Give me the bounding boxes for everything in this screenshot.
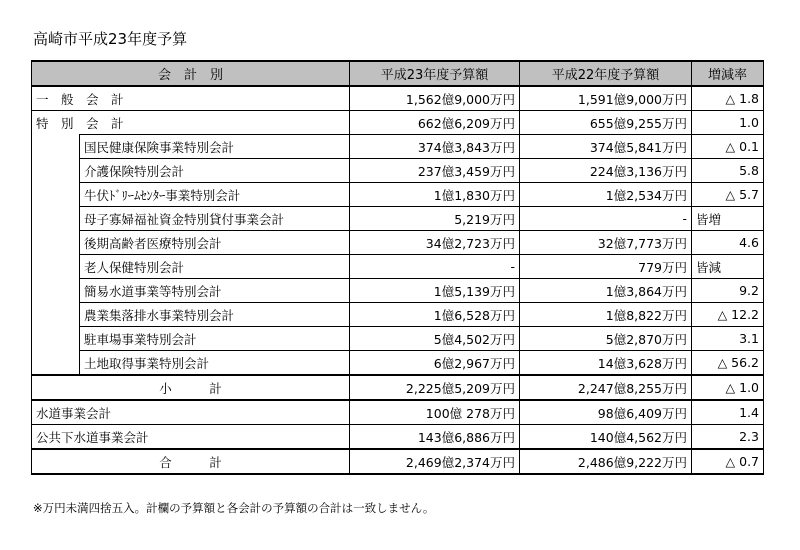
row-rate: 3.1: [692, 327, 764, 351]
row-rate: △ 1.8: [692, 86, 764, 111]
row-fy22: 2,486億9,222万円: [520, 449, 692, 474]
row-label: 後期高齢者医療特別会計: [80, 231, 350, 255]
row-rate: 皆増: [692, 207, 764, 231]
row-fy22: 98億6,409万円: [520, 400, 692, 425]
row-fy22: 5億2,870万円: [520, 327, 692, 351]
footnote: ※万円未満四捨五入。計欄の予算額と各会計の予算額の合計は一致しません。: [33, 501, 435, 515]
row-fy23: 662億6,209万円: [350, 111, 520, 135]
row-label: 水道事業会計: [32, 400, 350, 425]
table-row: [32, 351, 764, 376]
budget-table: [31, 60, 764, 475]
row-fy23: 374億3,843万円: [350, 135, 520, 159]
row-rate: △ 56.2: [692, 351, 764, 376]
row-rate: 4.6: [692, 231, 764, 255]
row-fy23: -: [350, 255, 520, 279]
row-fy23: 143億6,886万円: [350, 425, 520, 450]
header-row: [32, 61, 764, 86]
row-label: 牛伏ﾄﾞﾘｰﾑｾﾝﾀｰ事業特別会計: [80, 183, 350, 207]
row-fy22: 1億2,534万円: [520, 183, 692, 207]
table-row: [32, 279, 764, 303]
row-rate: 1.0: [692, 111, 764, 135]
row-rate: 2.3: [692, 425, 764, 450]
row-label: 小 計: [32, 375, 350, 400]
table-row: [32, 231, 764, 255]
header-rate: 増減率: [692, 61, 764, 86]
row-fy22: 1億8,822万円: [520, 303, 692, 327]
row-rate: △ 0.7: [692, 449, 764, 474]
table-row-special: [32, 111, 764, 135]
table-row-water: [32, 400, 764, 425]
row-fy23: 1億1,830万円: [350, 183, 520, 207]
header-fy23: 平成23年度予算額: [350, 61, 520, 86]
row-rate: 1.4: [692, 400, 764, 425]
row-label: 一 般 会 計: [32, 86, 350, 111]
row-label: 農業集落排水事業特別会計: [80, 303, 350, 327]
row-fy22: 779万円: [520, 255, 692, 279]
row-rate: 9.2: [692, 279, 764, 303]
table-row-subtotal: [32, 375, 764, 400]
row-rate: △ 0.1: [692, 135, 764, 159]
header-fy22: 平成22年度予算額: [520, 61, 692, 86]
row-label: 駐車場事業特別会計: [80, 327, 350, 351]
table-row-total: [32, 449, 764, 474]
row-label: 簡易水道事業等特別会計: [80, 279, 350, 303]
row-label: 土地取得事業特別会計: [80, 351, 350, 376]
row-label: 特 別 会 計: [32, 111, 350, 135]
row-fy23: 34億2,723万円: [350, 231, 520, 255]
table-row: [32, 183, 764, 207]
row-fy22: 2,247億8,255万円: [520, 375, 692, 400]
row-rate: 皆減: [692, 255, 764, 279]
row-rate: △ 12.2: [692, 303, 764, 327]
table-row: [32, 255, 764, 279]
row-fy23: 5億4,502万円: [350, 327, 520, 351]
row-fy22: 14億3,628万円: [520, 351, 692, 376]
table-row: [32, 135, 764, 159]
row-fy22: 140億4,562万円: [520, 425, 692, 450]
indent-spacer: [32, 135, 80, 376]
table-row: [32, 159, 764, 183]
row-fy23: 6億2,967万円: [350, 351, 520, 376]
row-fy23: 2,469億2,374万円: [350, 449, 520, 474]
row-fy22: 1億3,864万円: [520, 279, 692, 303]
row-fy22: 655億9,255万円: [520, 111, 692, 135]
row-fy22: -: [520, 207, 692, 231]
table-row: [32, 327, 764, 351]
row-fy22: 32億7,773万円: [520, 231, 692, 255]
row-label: 母子寡婦福祉資金特別貸付事業会計: [80, 207, 350, 231]
row-fy23: 1億5,139万円: [350, 279, 520, 303]
row-fy23: 5,219万円: [350, 207, 520, 231]
row-rate: △ 5.7: [692, 183, 764, 207]
row-label: 老人保健特別会計: [80, 255, 350, 279]
table-row-general: [32, 86, 764, 111]
table-row-sewer: [32, 425, 764, 450]
row-rate: △ 1.0: [692, 375, 764, 400]
row-fy22: 1,591億9,000万円: [520, 86, 692, 111]
row-fy23: 237億3,459万円: [350, 159, 520, 183]
row-label: 公共下水道事業会計: [32, 425, 350, 450]
table-row: [32, 207, 764, 231]
row-label: 合 計: [32, 449, 350, 474]
header-account: 会 計 別: [32, 61, 350, 86]
row-fy23: 1,562億9,000万円: [350, 86, 520, 111]
row-fy22: 224億3,136万円: [520, 159, 692, 183]
row-label: 国民健康保険事業特別会計: [80, 135, 350, 159]
table-row: [32, 303, 764, 327]
row-fy23: 2,225億5,209万円: [350, 375, 520, 400]
row-fy23: 100億 278万円: [350, 400, 520, 425]
row-fy23: 1億6,528万円: [350, 303, 520, 327]
page-title: 高崎市平成23年度予算: [33, 30, 188, 48]
row-fy22: 374億5,841万円: [520, 135, 692, 159]
row-label: 介護保険特別会計: [80, 159, 350, 183]
row-rate: 5.8: [692, 159, 764, 183]
